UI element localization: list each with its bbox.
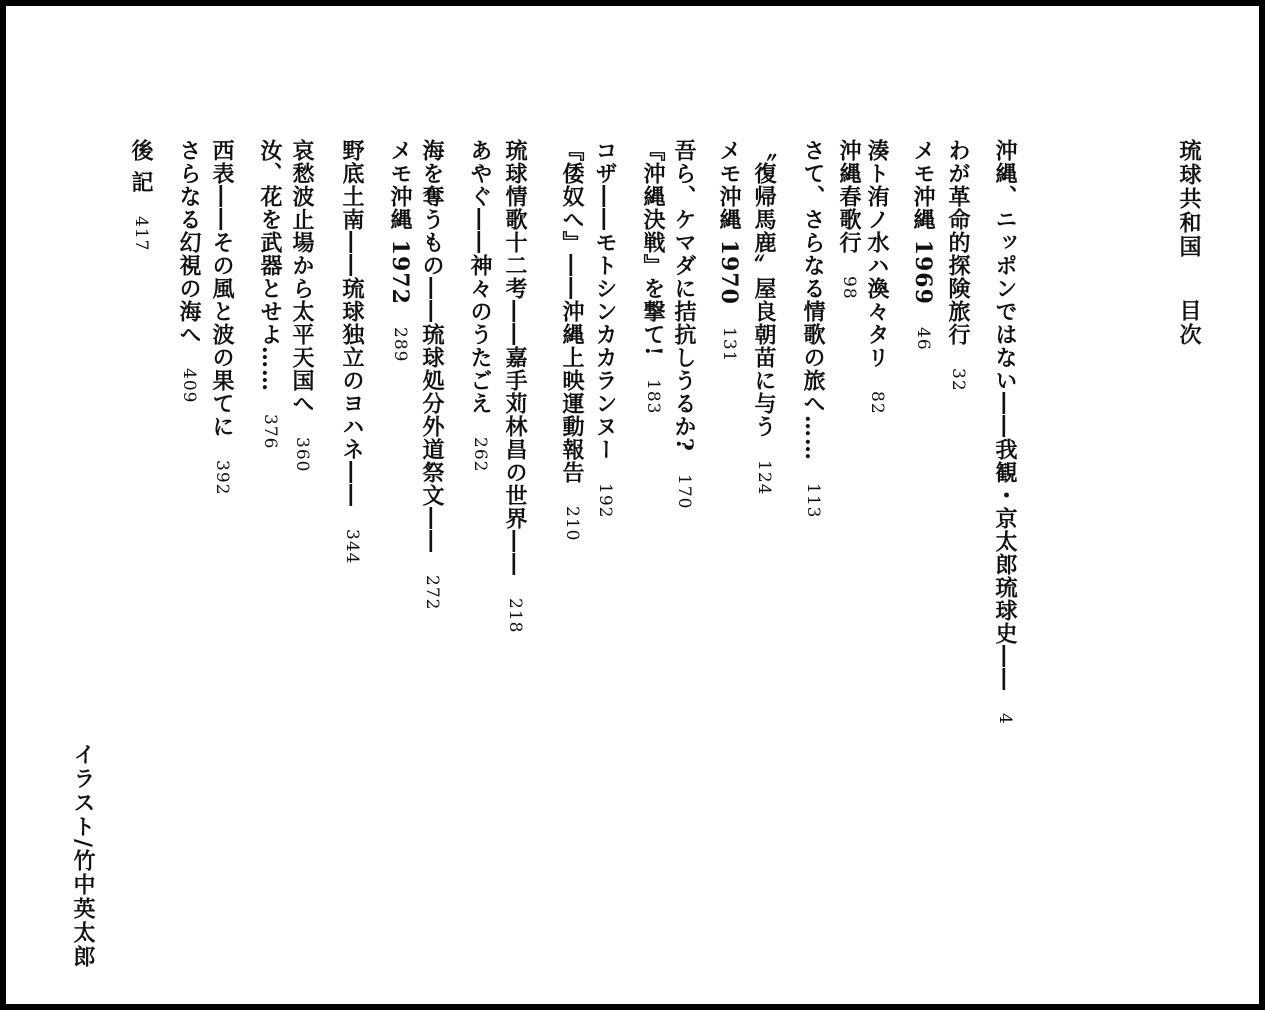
toc-entry-title: 沖縄、ニッポンではない――我観・京太郎琉球史―― bbox=[992, 139, 1018, 691]
toc-entry-title: 後 記 bbox=[128, 139, 154, 194]
toc-entry bbox=[561, 139, 583, 541]
toc-entry bbox=[421, 139, 443, 610]
toc-entry-page: 376 bbox=[260, 414, 280, 450]
toc-entry-title: コザ――モトシンカカランヌー bbox=[592, 139, 618, 461]
book-title-column bbox=[1178, 139, 1200, 347]
toc-entry-page: 344 bbox=[342, 529, 362, 565]
toc-entry bbox=[594, 139, 616, 518]
toc-entry-title: 西表――その風と波の果てに bbox=[209, 139, 235, 438]
toc-entry-title: 吾ら、ケマダに拮抗しうるか? bbox=[671, 139, 697, 452]
toc-entry-page: 131 bbox=[719, 326, 739, 363]
toc-entry-title: あやぐ――神々のうたごえ bbox=[467, 139, 493, 415]
toc-entry-page: 360 bbox=[292, 437, 312, 473]
toc-entry-page: 82 bbox=[867, 391, 887, 415]
toc-entry bbox=[912, 139, 934, 351]
toc-entry-page: 98 bbox=[839, 276, 859, 300]
toc-entry-title: 野底土南――琉球独立のヨハネ―― bbox=[339, 139, 365, 507]
toc-entry bbox=[642, 139, 664, 414]
toc-entry bbox=[259, 139, 281, 449]
toc-entry-page: 262 bbox=[470, 437, 490, 473]
toc-entry-page: 4 bbox=[995, 713, 1015, 725]
toc-entry-page: 192 bbox=[595, 483, 615, 519]
toc-entry-title: メモ沖縄 1972 bbox=[387, 139, 413, 305]
toc-entry-page: 210 bbox=[562, 506, 582, 542]
toc-entry bbox=[673, 139, 695, 509]
toc-entry bbox=[341, 139, 363, 564]
toc-entry-page: 218 bbox=[505, 598, 525, 634]
toc-entry-page: 392 bbox=[212, 460, 232, 496]
toc-entry bbox=[718, 139, 740, 362]
toc-entry-page: 289 bbox=[390, 326, 410, 363]
toc-entry-page: 409 bbox=[179, 368, 199, 404]
toc-entry-page: 183 bbox=[643, 378, 663, 415]
toc-entry-title: 沖縄春歌行 bbox=[836, 139, 862, 254]
toc-entry-page: 170 bbox=[674, 473, 694, 510]
toc-entry-title: さらなる幻視の海へ bbox=[176, 139, 202, 346]
toc-entry-title: 哀愁波止場から太平天国へ bbox=[289, 139, 315, 415]
toc-entry-page: 46 bbox=[913, 326, 933, 351]
toc-label: 目次 bbox=[1176, 299, 1202, 347]
toc-entry-title: メモ沖縄 1969 bbox=[910, 139, 936, 305]
toc-entry-title: 〝復帰馬鹿〟屋良朝苗に与う bbox=[751, 139, 777, 438]
toc-entry-title: 汝、花を武器とせよ…… bbox=[257, 139, 283, 392]
toc-entry bbox=[802, 139, 824, 518]
book-title: 琉球共和国 bbox=[1176, 139, 1202, 259]
toc-entry-page: 417 bbox=[131, 215, 151, 252]
toc-entry-title: わが革命的探険旅行 bbox=[945, 139, 971, 346]
toc-entry-page: 113 bbox=[803, 483, 823, 519]
toc-entry bbox=[838, 139, 860, 300]
toc-entry-title: 『倭奴へ』――沖縄上映運動報告 bbox=[559, 139, 585, 484]
toc-entry bbox=[504, 139, 526, 633]
toc-entry bbox=[866, 139, 888, 415]
toc-entry bbox=[753, 139, 775, 495]
toc-entry bbox=[389, 139, 411, 362]
toc-entry bbox=[130, 139, 152, 251]
toc-entry-title: さて、さらなる情歌の旅へ…… bbox=[800, 139, 826, 461]
toc-entry-title: 琉球情歌十二考――嘉手苅林昌の世界―― bbox=[502, 139, 528, 576]
illustration-credit: イラスト/竹中英太郎 bbox=[70, 743, 96, 970]
toc-entry bbox=[994, 139, 1016, 725]
toc-entry-page: 32 bbox=[948, 368, 968, 392]
toc-entry bbox=[178, 139, 200, 403]
toc-entry-title: メモ沖縄 1970 bbox=[716, 139, 742, 305]
toc-entry bbox=[947, 139, 969, 392]
toc-entry bbox=[469, 139, 491, 472]
toc-entry bbox=[291, 139, 313, 472]
toc-entry-title: 『沖縄決戦』を撃て! bbox=[640, 139, 666, 357]
toc-entry-title: 海を奪うもの――琉球処分外道祭文―― bbox=[419, 139, 445, 553]
toc-entry bbox=[211, 139, 233, 495]
toc-entry-page: 124 bbox=[754, 460, 774, 496]
toc-entry-title: 湊ト洧ノ水ハ渙々タリ bbox=[864, 139, 890, 369]
toc-entry-page: 272 bbox=[422, 575, 442, 611]
